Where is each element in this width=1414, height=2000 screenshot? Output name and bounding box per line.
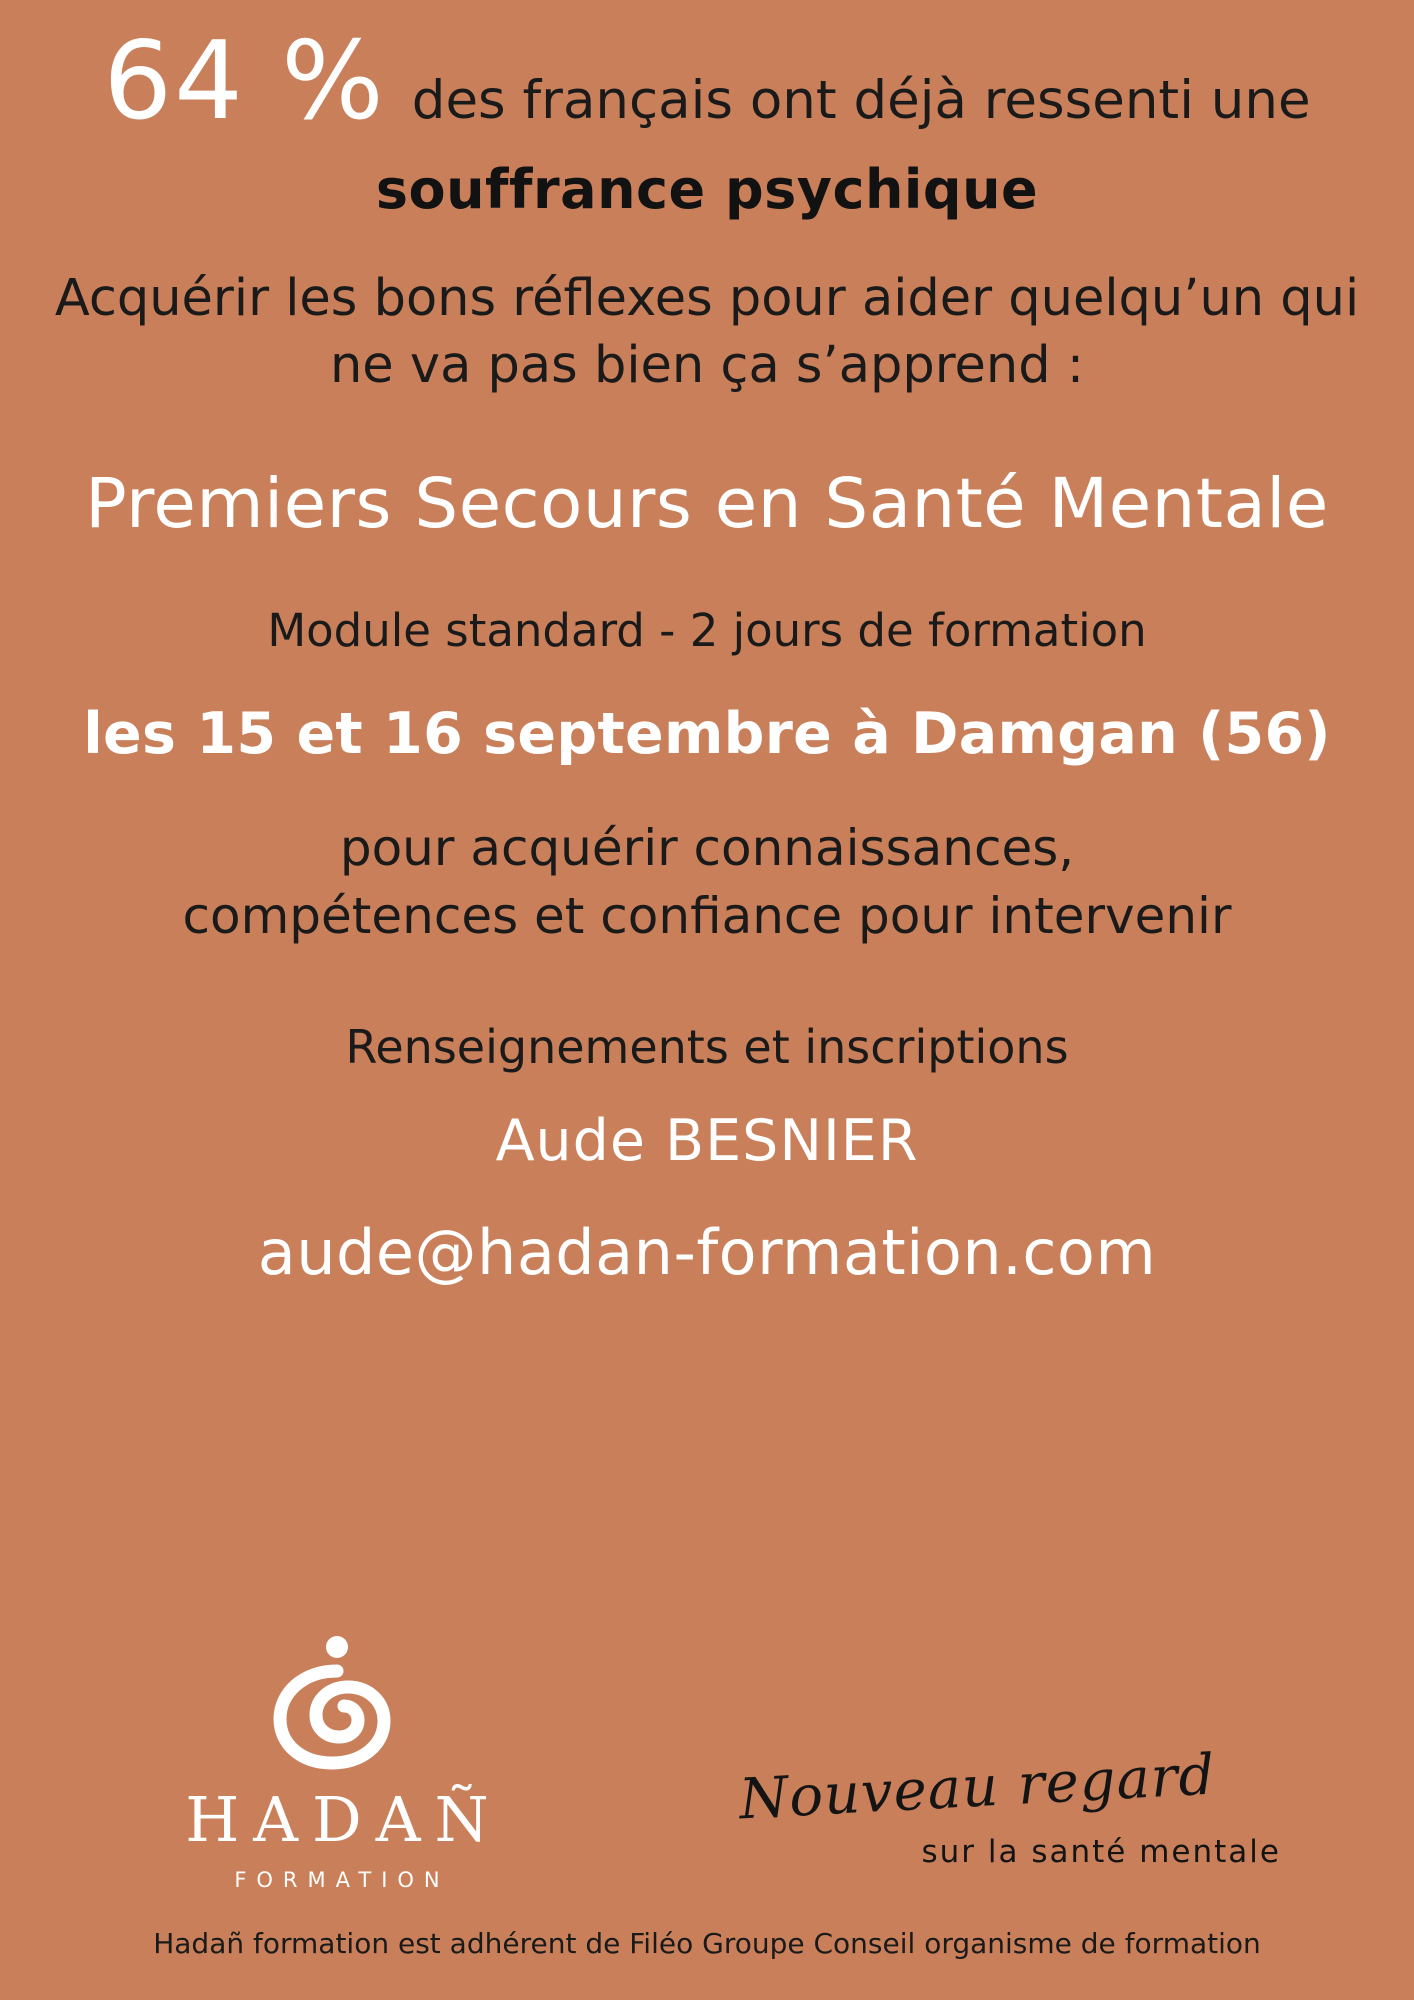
contact-email[interactable]: aude@hadan-formation.com [257, 1216, 1157, 1290]
stat-emphasis: souffrance psychique [375, 158, 1039, 221]
nouveau-regard-logo [667, 1742, 1287, 1892]
hadan-circle-icon [262, 1631, 412, 1775]
intro-line-1: Acquérir les bons réflexes pour aider quelqu’un qui [54, 269, 1360, 328]
date-line: les 15 et 16 septembre à Damgan (56) [83, 701, 1331, 768]
purpose-line-2: compétences et confiance pour intervenir [182, 886, 1232, 945]
hadan-logo-word: HADAÑ [185, 1783, 503, 1856]
stat-number: 64 % [103, 19, 386, 144]
module-line: Module standard - 2 jours de formation [267, 604, 1147, 658]
logos-row [0, 1631, 1414, 1892]
stat-row [40, 19, 1374, 144]
hadan-logo-subtitle: FORMATION [234, 1868, 450, 1892]
purpose-line-1: pour acquérir connaissances, [339, 819, 1075, 878]
stat-text: des français ont déjà ressenti une [411, 70, 1311, 131]
nouveau-regard-script: Nouveau regard [737, 1742, 1217, 1833]
hadan-logo [127, 1631, 547, 1892]
contact-name: Aude BESNIER [495, 1108, 919, 1175]
contact-heading: Renseignements et inscriptions [345, 1020, 1069, 1075]
intro-paragraph [55, 265, 1359, 400]
footer-note: Hadañ formation est adhérent de Filéo Groupe Conseil organisme de formation [153, 1927, 1261, 1960]
nouveau-regard-subtitle: sur la santé mentale [921, 1834, 1281, 1870]
intro-line-2: ne va pas bien ça s’apprend : [329, 336, 1085, 396]
purpose-paragraph [183, 815, 1232, 950]
page-title: Premiers Secours en Santé Mentale [85, 463, 1329, 544]
